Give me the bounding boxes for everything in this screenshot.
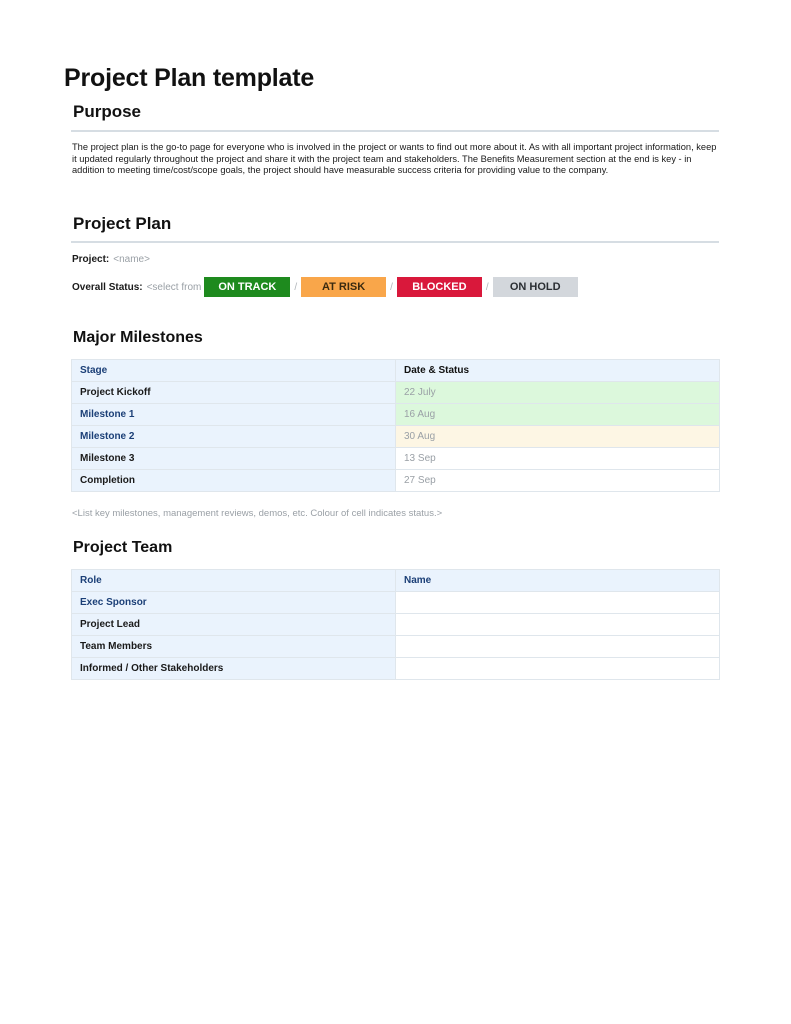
- stage-cell[interactable]: Milestone 2: [72, 426, 396, 448]
- name-cell[interactable]: [396, 636, 720, 658]
- status-blocked[interactable]: BLOCKED: [397, 277, 482, 297]
- team-heading: Project Team: [73, 539, 173, 556]
- status-on-hold[interactable]: ON HOLD: [493, 277, 578, 297]
- table-row: [72, 426, 720, 448]
- table-row: [72, 448, 720, 470]
- table-row: [72, 470, 720, 492]
- name-cell[interactable]: [396, 658, 720, 680]
- table-header-row: [72, 570, 720, 592]
- role-cell[interactable]: Exec Sponsor: [72, 592, 396, 614]
- column-header-name: Name: [396, 570, 720, 592]
- purpose-heading: Purpose: [73, 102, 142, 121]
- table-row: [72, 382, 720, 404]
- stage-cell[interactable]: Milestone 1: [72, 404, 396, 426]
- purpose-text: The project plan is the go-to page for everyone who is involved in the project or wants to find out more about it. As with all important project information, keep it updated regularly throughout the project and share it with the project team and stakeholders. The Benefits Measurement section at the end is key - in addition to meeting time/cost/scope goals, the project should have measurable success criteria for providing value to the company.: [72, 142, 717, 176]
- table-header-row: [72, 360, 720, 382]
- date-status-cell[interactable]: 16 Aug: [396, 404, 720, 426]
- separator: /: [294, 281, 298, 293]
- column-header-stage: Stage: [72, 360, 396, 382]
- table-row: [72, 614, 720, 636]
- divider: [71, 241, 719, 243]
- stage-cell: Completion: [72, 470, 396, 492]
- milestones-heading: Major Milestones: [73, 329, 203, 346]
- stage-cell: Project Kickoff: [72, 382, 396, 404]
- separator: /: [485, 281, 489, 293]
- overall-status-field: [72, 277, 578, 297]
- name-cell[interactable]: [396, 592, 720, 614]
- date-status-cell[interactable]: 27 Sep: [396, 470, 720, 492]
- status-on-track[interactable]: ON TRACK: [204, 277, 290, 297]
- divider: [71, 130, 719, 132]
- team-table: [71, 569, 720, 680]
- table-row: [72, 658, 720, 680]
- table-row: [72, 636, 720, 658]
- status-at-risk[interactable]: AT RISK: [301, 277, 386, 297]
- column-header-role: Role: [72, 570, 396, 592]
- table-row: [72, 404, 720, 426]
- column-header-date-status: Date & Status: [396, 360, 720, 382]
- role-cell: Team Members: [72, 636, 396, 658]
- project-name-input[interactable]: <name>: [113, 254, 150, 265]
- separator: /: [390, 281, 393, 293]
- role-cell: Informed / Other Stakeholders: [72, 658, 396, 680]
- project-plan-heading: Project Plan: [73, 214, 172, 233]
- role-cell: Project Lead: [72, 614, 396, 636]
- table-row: [72, 592, 720, 614]
- page-title: Project Plan template: [64, 64, 315, 92]
- project-field: [72, 254, 150, 265]
- status-hint: <select from: [146, 281, 202, 293]
- stage-cell: Milestone 3: [72, 448, 396, 470]
- name-cell[interactable]: [396, 614, 720, 636]
- date-status-cell[interactable]: 22 July: [396, 382, 720, 404]
- date-status-cell[interactable]: 30 Aug: [396, 426, 720, 448]
- project-label: Project:: [72, 254, 110, 265]
- date-status-cell[interactable]: 13 Sep: [396, 448, 720, 470]
- status-label: Overall Status:: [72, 281, 143, 293]
- milestones-table: [71, 359, 720, 492]
- milestones-note: <List key milestones, management reviews, demos, etc. Colour of cell indicates status.>: [72, 508, 443, 519]
